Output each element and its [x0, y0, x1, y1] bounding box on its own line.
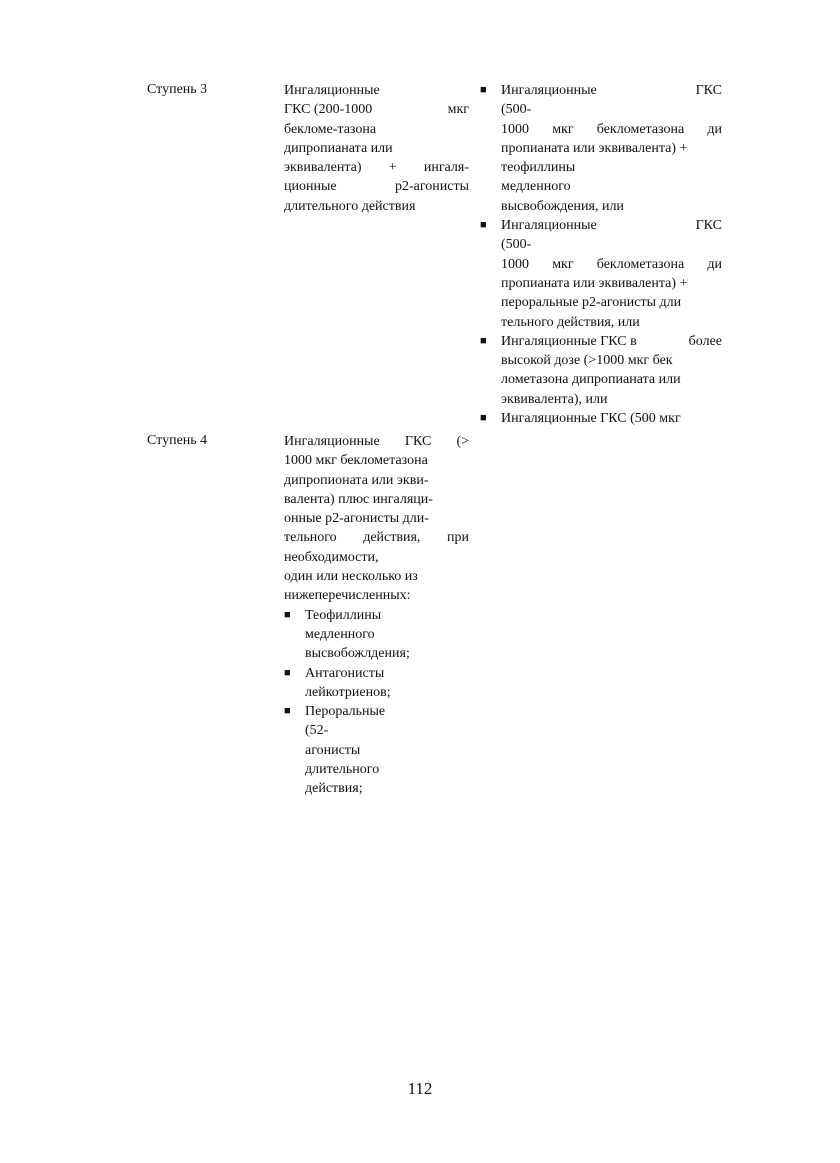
line-word: ГКС [695, 83, 722, 98]
text-line: лометазона дипропианата или [501, 372, 681, 388]
text-line: один или несколько из [284, 569, 418, 585]
text-line: медленного [501, 179, 571, 195]
text-line: высокой дозе (>1000 мкг бек [501, 353, 673, 369]
step3-col3 [480, 81, 722, 428]
text-line [501, 120, 722, 139]
bullet-square-icon: ■ [480, 412, 487, 425]
line-word: мкг [447, 102, 469, 118]
step4-label-cell [147, 431, 267, 450]
text-line [501, 216, 722, 235]
text-line: длительного действия [284, 198, 416, 214]
bullet-square-icon: ■ [284, 608, 291, 621]
text-line: пероральные р2-агонисты дли [501, 295, 682, 311]
step3-label-cell [147, 80, 267, 99]
line-word: тельного [284, 530, 337, 546]
text-line [284, 432, 469, 451]
line-word: Ингаляционные [501, 83, 597, 98]
line-word: Ингаляционные ГКС в [501, 333, 637, 349]
line-word: ГКС [695, 218, 722, 234]
line-word: ди [707, 256, 722, 272]
text-line: нижеперечисленных: [284, 588, 411, 604]
step4-col2-list [284, 606, 469, 799]
line-word: + [388, 160, 397, 176]
line-word: мкг [552, 256, 574, 272]
text-line [284, 158, 469, 177]
line-word: при [447, 530, 469, 546]
line-word: ингаля- [423, 160, 469, 176]
text-line: Ингаляционные ГКС (500 мкг [501, 411, 681, 427]
list-item [284, 702, 469, 798]
text-line: бекломе-тазона [284, 121, 377, 137]
text-line [501, 332, 722, 351]
list-item [480, 81, 722, 216]
list-item [480, 332, 722, 409]
line-word: (> [456, 434, 469, 449]
text-line: медленного [305, 626, 375, 642]
bullet-square-icon: ■ [480, 334, 487, 347]
text-line: (52- [305, 723, 329, 739]
line-word: мкг [552, 121, 574, 137]
text-line: дипропианата или [284, 140, 393, 156]
bullet-square-icon: ■ [284, 666, 291, 679]
text-line [501, 81, 722, 100]
list-item [480, 409, 722, 428]
text-line: высвобождения, или [501, 198, 624, 214]
step4-label: Ступень 4 [147, 433, 208, 448]
text-line: пропианата или эквивалента) + [501, 140, 688, 156]
line-word: 1000 [501, 121, 529, 137]
line-word: 1000 [501, 256, 529, 272]
text-line [284, 100, 469, 119]
list-item [480, 216, 722, 332]
text-line [284, 528, 469, 547]
text-line: высвобожлдения; [305, 646, 410, 662]
line-word: Ингаляционные [284, 434, 380, 449]
text-line: Пероральные [305, 704, 386, 720]
line-word: действия, [363, 530, 421, 546]
line-word: беклометазона [596, 256, 685, 272]
text-line: (500- [501, 237, 532, 253]
line-word: р2-агонисты [395, 179, 469, 195]
bullet-square-icon: ■ [480, 219, 487, 232]
text-line: Антагонисты [305, 665, 385, 681]
step4-col2-text [284, 432, 469, 606]
line-word: ди [707, 121, 722, 137]
line-word: более [688, 333, 722, 349]
step3-col2 [284, 81, 469, 216]
line-word: эквивалента) [284, 160, 362, 176]
bullet-square-icon: ■ [284, 705, 291, 718]
line-word: ГКС [404, 434, 432, 449]
list-item [284, 664, 469, 703]
text-line: длительного [305, 762, 380, 778]
text-line [501, 255, 722, 274]
bullet-square-icon: ■ [480, 84, 487, 96]
step4-col2 [284, 432, 469, 799]
text-line: 1000 мкг беклометазона [284, 453, 428, 469]
text-line: онные р2-агонисты дли- [284, 511, 429, 527]
text-line: (500- [501, 102, 532, 118]
text-line: эквивалента), или [501, 391, 608, 407]
text-line: пропианата или эквивалента) + [501, 275, 688, 291]
text-line: агонисты [305, 742, 361, 758]
line-word: ГКС (200-1000 [284, 102, 373, 118]
text-line: тельного действия, или [501, 314, 640, 330]
line-word: Ингаляционные [501, 218, 597, 234]
list-item [284, 606, 469, 664]
text-line: дипропионата или экви- [284, 472, 429, 488]
text-line: необходимости, [284, 549, 379, 565]
text-line: Ингаляционные [284, 83, 380, 98]
text-line: валента) плюс ингаляци- [284, 491, 433, 507]
text-line: действия; [305, 781, 363, 797]
page-number: 112 [407, 1079, 433, 1098]
text-line: Теофиллины [305, 607, 382, 623]
text-line: теофиллины [501, 160, 576, 176]
text-line [284, 177, 469, 196]
step3-label: Ступень 3 [147, 82, 208, 97]
line-word: беклометазона [596, 121, 685, 137]
line-word: ционные [284, 179, 337, 195]
text-line: лейкотриенов; [305, 684, 391, 700]
